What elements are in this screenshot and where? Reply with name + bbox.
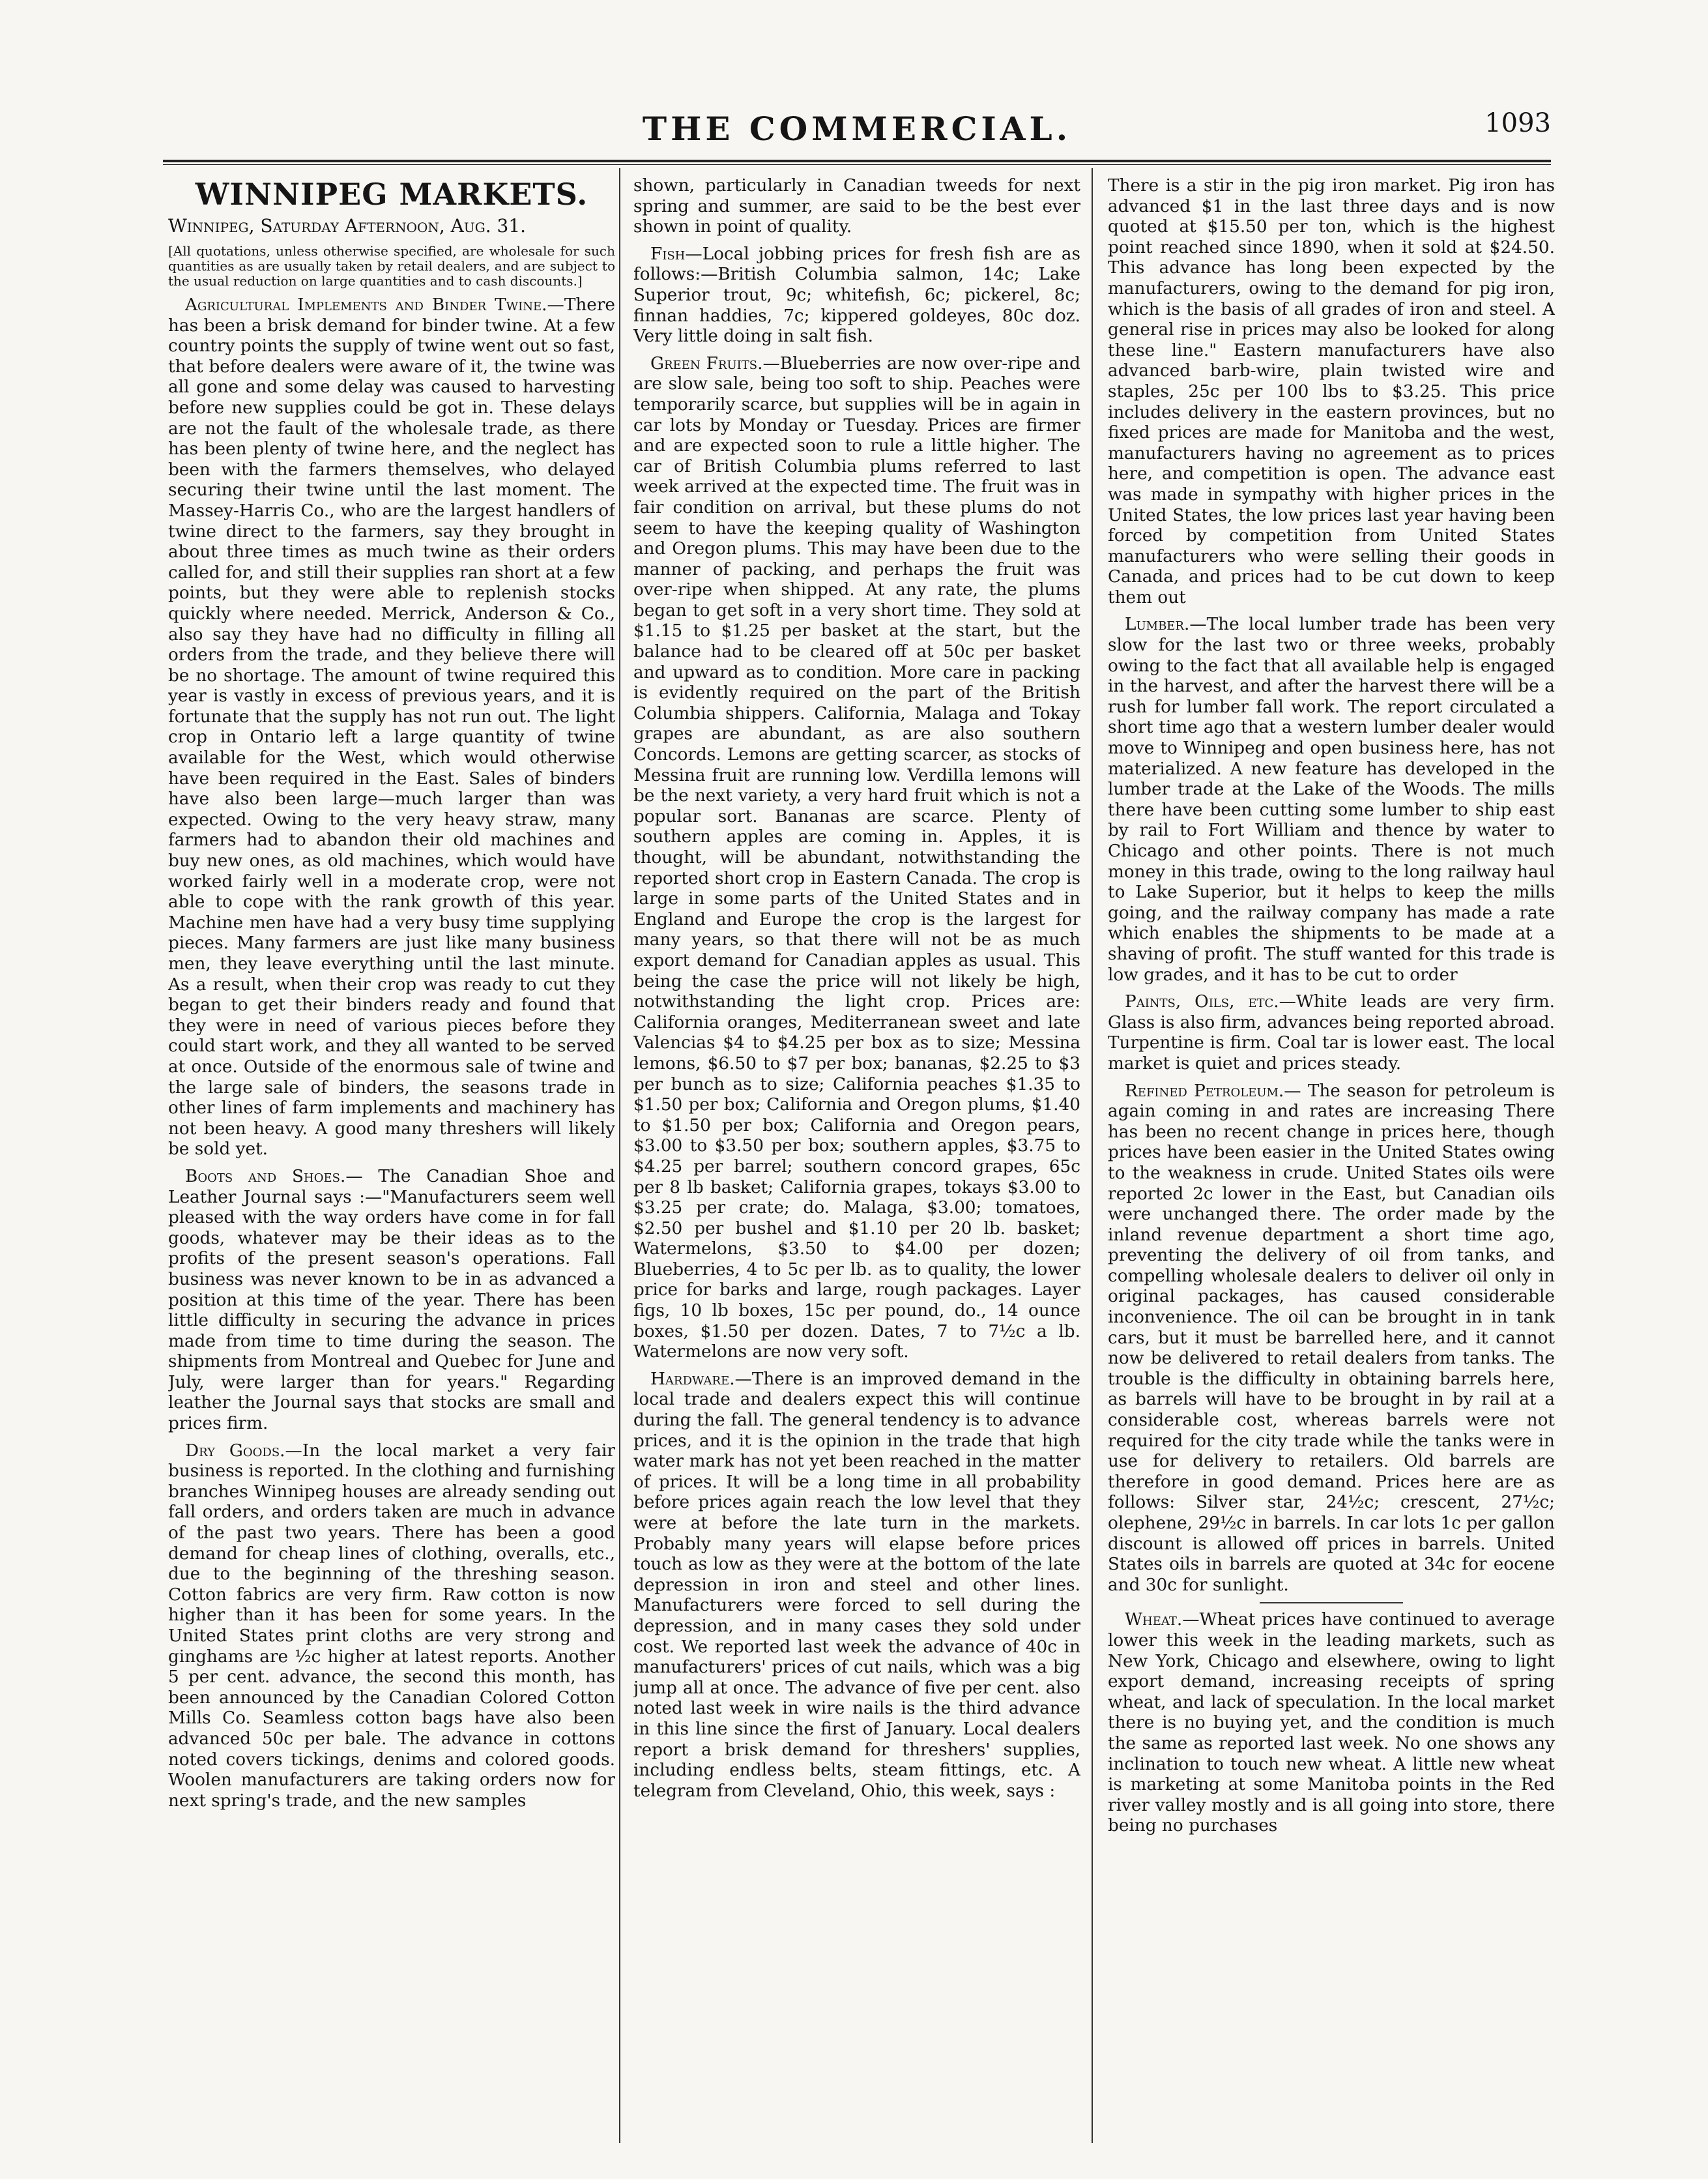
article-body: —There is an improved demand in the local trade and dealers expect this will continue during the fall. The general tendency is to advance prices, and it is the opinion in the trade that high water mark has not yet been reached in the matter of prices. It will be a long time in all probability before prices again reach the low level that they were at before the late turn in the markets. Probably many years will elapse before prices touch as low as they were at the bottom of the late depression in iron and steel and other lines. Manufacturers were forced to sell during the depression, and in many cases they sold under cost. We reported last week the advance of 40c in manufacturers' prices of cut nails, which was a big jump all at once. The advance of five per cent. also noted last week in wire nails is the third advance in this line since the first of January. Local dealers report a brisk demand for threshers' supplies, including endless belts, steam fittings, etc. A telegram from Cleveland, Ohio, this week, says :: [633, 1369, 1080, 1801]
column-3: [1108, 176, 1555, 2144]
article-body: —Local jobbing prices for fresh fish are as follows:—British Columbia salmon, 14c; Lake Superior trout, 9c; whitefish, 6c; pickerel, 8c; finnan haddies, 7c; kippered goldeyes, 80c doz. Very little doing in salt fish.: [633, 244, 1080, 347]
article-continuation: shown, particularly in Canadian tweeds for next spring and summer, are said to be the best ever shown in point of quality.: [633, 176, 1080, 237]
article-heading: Wheat.: [1125, 1610, 1183, 1630]
section-divider-rule: [1260, 1602, 1403, 1603]
page-number: 1093: [1484, 108, 1551, 138]
article-green-fruits: [633, 354, 1080, 1363]
column-2: [633, 176, 1080, 2144]
article-fish: [633, 244, 1080, 347]
quotation-notice: [All quotations, unless otherwise specified, are wholesale for such quantities as are usually taken by retail dealers, and are subject to the usual reduction on large quantities and to cash discounts.]: [168, 243, 615, 289]
article-body: — The season for petroleum is again coming in and rates are increasing There has been no recent change in prices here, though prices have been easier in the United States owing to the weakness in crude. United States oils were reported 2c lower in the East, but Canadian oils were unchanged there. The order made by the inland revenue department a short time ago, preventing the delivery of oil from tanks, and compelling wholesale dealers to deliver oil only in original packages, has caused considerable inconvenience. The oil can be brought in in tank cars, but it must be barrelled here, and it cannot now be delivered to retail dealers from tanks. The trouble is the difficulty in obtaining barrels here, as barrels will have to be brought in by rail at a considerable cost, whereas barrels were not required for the city trade while the tanks were in use for delivery to retailers. Old barrels are therefore in good demand. Prices here are as follows: Silver star, 24½c; crescent, 27½c; olephene, 29½c in barrels. In car lots 1c per gallon discount is allowed off prices in barrels. United States oils in barrels are quoted at 34c for eocene and 30c for sunlight.: [1108, 1081, 1555, 1595]
article-hardware: [633, 1369, 1080, 1802]
dateline: Winnipeg, Saturday Afternoon, Aug. 31.: [168, 215, 527, 237]
article-wheat: [1108, 1610, 1555, 1837]
masthead: [163, 98, 1551, 156]
article-refined-petroleum: [1108, 1081, 1555, 1596]
article-heading: Lumber.: [1125, 615, 1190, 635]
article-body: —There has been a brisk demand for binder twine. At a few country points the supply of twine went out so fast, that before dealers were aware of it, the twine was all gone and some delay was caused to harvesting before new supplies could be got in. These delays are not the fault of the wholesale trade, as there has been plenty of twine here, and the neglect has been with the farmers themselves, who delayed securing their twine until the last moment. The Massey-Harris Co., who are the largest handlers of twine direct to the farmers, say they brought in about three times as much twine as their orders called for, and still their supplies ran short at a few points, but they were able to replenish stocks quickly where needed. Merrick, Anderson & Co., also say they have had no difficulty in filling all orders from the trade, and they believe there will be no shortage. The amount of twine required this year is vastly in excess of previous years, and it is fortunate that the supply has not run out. The light crop in Ontario left a large quantity of twine available for the West, which would otherwise have been required in the East. Sales of binders have also been large—much larger than was expected. Owing to the very heavy straw, many farmers had to abandon their old machines and buy new ones, as old machines, which would have worked fairly well in a moderate crop, were not able to cope with the rank growth of this year. Machine men have had a very busy time supplying pieces. Many farmers are just like many business men, they leave everything until the last minute. As a result, when their crop was ready to cut they began to get their binders ready and found that they were in need of various pieces before they could start work, and they all wanted to be served at once. Outside of the enormous sale of twine and the large sale of binders, the seasons trade in other lines of farm implements and machinery has not been heavy. A good many threshers will likely be sold yet.: [168, 295, 615, 1160]
column-1: [168, 176, 615, 2144]
section-title: WINNIPEG MARKETS.: [195, 177, 588, 212]
masthead-rule: [163, 160, 1551, 165]
article-heading: Dry Goods.: [185, 1440, 285, 1461]
article-heading: Paints, Oils, etc.: [1125, 992, 1279, 1012]
column-divider-1: [619, 168, 620, 2143]
article-body: —Blueberries are now over-ripe and are slow sale, being too soft to ship. Peaches were temporarily scarce, but supplies will be in again in car lots by Monday or Tuesday. Prices are firmer and are expected soon to rule a little higher. The car of British Columbia plums referred to last week arrived at the expected time. The fruit was in fair condition on arrival, but these plums do not seem to have the keeping quality of Washington and Oregon plums. This may have been due to the manner of packing, and perhaps the fruit was over-ripe when shipped. At any rate, the plums began to get soft in a very short time. They sold at $1.15 to $1.25 per basket at the start, but the balance had to be cleared off at 50c per basket and upward as to condition. More care in packing is evidently required on the part of the British Columbia shippers. California, Malaga and Tokay grapes are abundant, as are also southern Concords. Lemons are getting scarcer, as stocks of Messina fruit are running low. Verdilla lemons will be the next variety, a very hard fruit which is not a popular sort. Bananas are scarce. Plenty of southern apples are coming in. Apples, it is thought, will be abundant, notwithstanding the reported short crop in Eastern Canada. The crop is large in some parts of the United States and in England and Europe the crop is the largest for many years, so that there will not be as much export demand for Canadian apples as usual. This being the case the price will not likely be high, notwithstanding the light crop. Prices are: California oranges, Mediterranean sweet and late Valencias $4 to $4.25 per box as to size; Messina lemons, $6.50 to $7 per box; bananas, $2.25 to $3 per bunch as to size; California peaches $1.35 to $1.50 per box; California and Oregon plums, $1.40 to $1.50 per box; California and Oregon pears, $3.00 to $3.50 per box; southern apples, $3.75 to $4.25 per barrel; southern concord grapes, 65c per 8 lb basket; California grapes, tokays $3.00 to $3.25 per crate; do. Malaga, $3.00; tomatoes, $2.50 per bushel and $1.10 per 20 lb. basket; Watermelons, $3.50 to $4.00 per dozen; Blueberries, 4 to 5c per lb. as to quality, the lower price for barks and large, rough packages. Layer figs, 10 lb boxes, 15c per pound, do., 14 ounce boxes, $1.50 per dozen. Dates, 7 to 7½c a lb. Watermelons are now very soft.: [633, 353, 1080, 1362]
article-boots-and-shoes: [168, 1167, 615, 1435]
article-body: —Wheat prices have continued to average lower this week in the leading markets, such as New York, Chicago and elsewhere, owing to light export demand, increasing receipts of spring wheat, and lack of speculation. In the local market there is no buying yet, and the condition is much the same as reported last week. No one shows any inclination to touch new wheat. A little new wheat is marketing at some Manitoba points in the Red river valley mostly and is all going into store, there being no purchases: [1108, 1610, 1555, 1836]
article-body: —White leads are very firm. Glass is also firm, advances being reported abroad. Turpentine is firm. Coal tar is lower east. The local market is quiet and prices steady.: [1108, 992, 1555, 1074]
article-heading: Boots and Shoes.: [185, 1166, 346, 1186]
article-continuation: There is a stir in the pig iron market. Pig iron has advanced $1 in the last three days and is now quoted at $15.50 per ton, which is the highest point reached since 1890, when it sold at $24.50. This advance has long been expected by the manufacturers, owing to the demand for pig iron, which is the basis of all grades of iron and steel. A general rise in prices may also be looked for along these line." Eastern manufacturers have also advanced barb-wire, plain twisted wire and staples, 25c per 100 lbs to $3.25. This price includes delivery in the eastern provinces, but no fixed prices are made for Manitoba and the west, manufacturers having no agreement as to prices here, and competition is open. The advance east was made in sympathy with higher prices in the United States, the low prices last year having been forced by competition from United States manufacturers who were selling their goods in Canada, and prices had to be cut down to keep them out: [1108, 176, 1555, 607]
article-body: — The Canadian Shoe and Leather Journal says :—"Manufacturers seem well pleased with the way orders have come in for fall goods, whatever may be their ideas as to the profits of the present season's operations. Fall business was never known to be in as advanced a position at this time of the year. There has been little difficulty in securing the advance in prices made from time to time during the season. The shipments from Montreal and Quebec for June and July, were larger than for years." Regarding leather the Journal says that stocks are small and prices firm.: [168, 1166, 615, 1434]
article-body: —The local lumber trade has been very slow for the last two or three weeks, probably owing to the fact that all available help is engaged in the harvest, and after the harvest there will be a rush for lumber fall work. The report circulated a short time ago that a western lumber dealer would move to Winnipeg and open business here, has not materialized. A new feature has developed in the lumber trade at the Lake of the Woods. The mills there have been cutting some lumber to ship east by rail to Fort William and thence by water to Chicago and other points. There is not much money in this trade, owing to the long railway haul to Lake Superior, but it helps to keep the mills going, and the railway company has made a rate which enables the shipments to be made at a shaving of profit. The stuff wanted for this trade is low grades, and it has to be cut to order: [1108, 615, 1555, 985]
article-agricultural-implements: [168, 295, 615, 1160]
column-divider-2: [1092, 168, 1093, 2143]
article-body: —In the local market a very fair business is reported. In the clothing and furnishing branches Winnipeg houses are already sending out fall orders, and orders taken are much in advance of the past two years. There has been a good demand for cheap lines of clothing, overalls, etc., due to the beginning of the threshing season. Cotton fabrics are very firm. Raw cotton is now higher than it has been for some years. In the United States print cloths are very strong and ginghams are ½c higher at latest reports. Another 5 per cent. advance, the second this month, has been announced by the Canadian Colored Cotton Mills Co. Seamless cotton bags have also been advanced 50c per bale. The advance in cottons noted covers tickings, denims and colored goods. Woolen manufacturers are taking orders now for next spring's trade, and the new samples: [168, 1440, 615, 1811]
article-paints-oils: [1108, 992, 1555, 1074]
article-heading: Green Fruits.: [650, 353, 763, 373]
article-heading: Fish: [650, 244, 686, 264]
article-dry-goods: [168, 1441, 615, 1812]
article-heading: Agricultural Implements and Binder Twine.: [185, 295, 547, 315]
article-heading: Hardware.: [650, 1369, 735, 1389]
publication-title: THE COMMERCIAL.: [642, 110, 1072, 148]
article-lumber: [1108, 615, 1555, 986]
article-heading: Refined Petroleum.: [1125, 1081, 1284, 1101]
